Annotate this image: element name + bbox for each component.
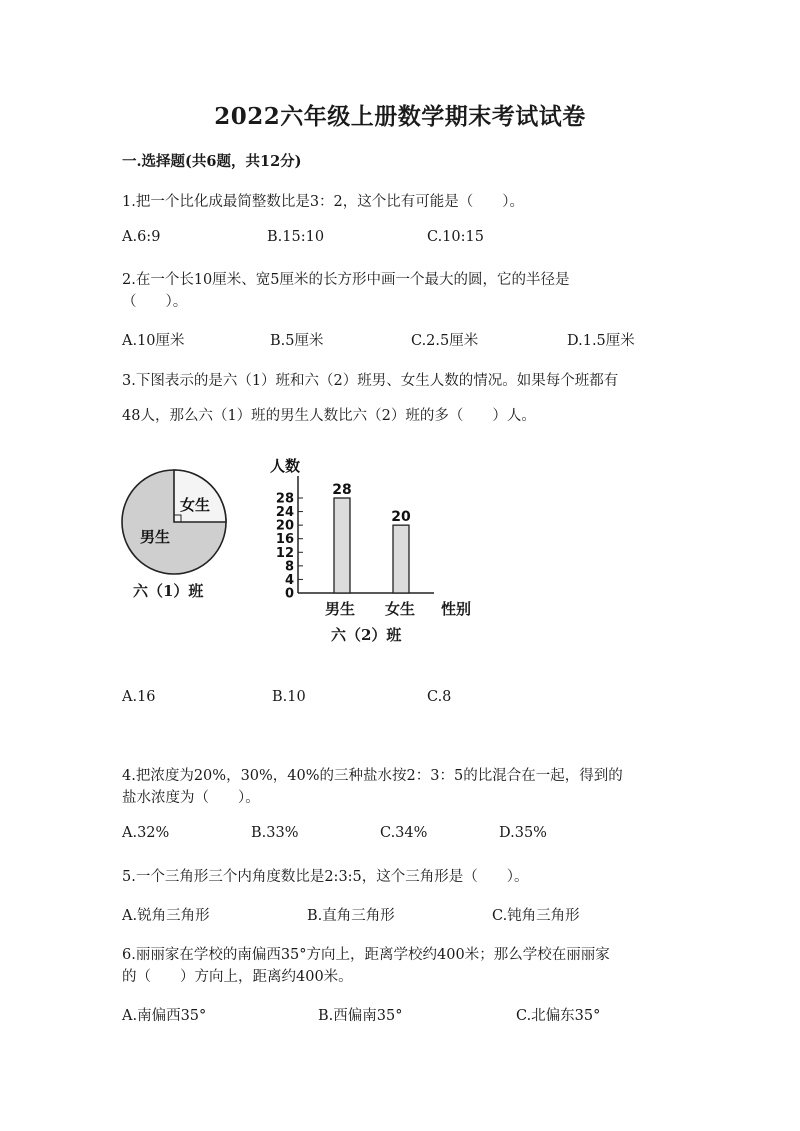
- question-6-option-c: C.北偏东35°: [516, 1008, 601, 1024]
- question-6-text-line-2: 的（ ）方向上，距离约400米。: [122, 969, 353, 985]
- y-tick-label: 24: [275, 505, 294, 521]
- bar-x-label-girls: 女生: [385, 600, 416, 618]
- question-1-option-b: B.15:10: [267, 229, 325, 245]
- question-3-option-b: B.10: [272, 689, 306, 705]
- bar-x-label-boys: 男生: [325, 600, 356, 618]
- y-tick-label: 16: [275, 532, 294, 548]
- y-tick-label: 28: [275, 491, 294, 507]
- question-5-option-c: C.钝角三角形: [492, 908, 580, 924]
- y-tick-label: 4: [284, 572, 294, 588]
- question-1-option-c: C.10:15: [427, 229, 484, 245]
- question-6-text-line-1: 6.丽丽家在学校的南偏西35°方向上，距离学校约400米；那么学校在丽丽家: [122, 947, 610, 963]
- pie-caption: 六（1）班: [133, 582, 204, 600]
- pie-label-boys: 男生: [140, 528, 171, 546]
- section-heading: 一.选择题(共6题，共12分): [122, 153, 302, 170]
- question-2-option-b: B.5厘米: [270, 333, 324, 349]
- question-4-option-d: D.35%: [499, 825, 547, 841]
- pie-label-girls: 女生: [180, 496, 211, 514]
- bar-chart-caption: 六（2）班: [331, 626, 402, 644]
- question-5-option-a: A.锐角三角形: [122, 908, 210, 924]
- question-1-option-a: A.6:9: [122, 229, 161, 245]
- question-5-text: 5.一个三角形三个内角度数比是2:3:5，这个三角形是（ ）。: [122, 869, 529, 885]
- bar-boys: [334, 498, 350, 593]
- question-2-text-line-2: （ ）。: [122, 294, 188, 310]
- question-4-text-line-1: 4.把浓度为20%，30%，40%的三种盐水按2：3：5的比混合在一起，得到的: [122, 768, 623, 784]
- question-3-option-c: C.8: [427, 689, 452, 705]
- question-2-text-line-1: 2.在一个长10厘米、宽5厘米的长方形中画一个最大的圆，它的半径是: [122, 272, 570, 288]
- class-2-bar-chart: [262, 452, 492, 602]
- question-2-option-c: C.2.5厘米: [411, 333, 479, 349]
- class-1-pie-chart: [118, 466, 230, 578]
- question-6-option-b: B.西偏南35°: [318, 1008, 403, 1024]
- question-4-option-a: A.32%: [122, 825, 170, 841]
- question-4-option-b: B.33%: [251, 825, 299, 841]
- y-tick-label: 0: [284, 586, 294, 602]
- question-1-text: 1.把一个比化成最简整数比是3：2，这个比有可能是（ ）。: [122, 194, 525, 210]
- y-axis-label: 人数: [270, 457, 301, 475]
- y-tick-label: 12: [275, 545, 294, 561]
- question-3-text-line-2: 48人，那么六（1）班的男生人数比六（2）班的多（ ）人。: [122, 408, 536, 424]
- page-title: 2022六年级上册数学期末考试试卷: [214, 103, 586, 130]
- question-5-option-b: B.直角三角形: [307, 908, 395, 924]
- y-tick-label: 8: [284, 559, 294, 575]
- question-2-option-d: D.1.5厘米: [567, 333, 635, 349]
- bar-data-label: 28: [332, 482, 352, 498]
- question-2-option-a: A.10厘米: [122, 333, 185, 349]
- question-4-option-c: C.34%: [380, 825, 428, 841]
- question-3-text-line-1: 3.下图表示的是六（1）班和六（2）班男、女生人数的情况。如果每个班都有: [122, 373, 619, 389]
- question-3-option-a: A.16: [122, 689, 156, 705]
- bar-data-label: 20: [391, 509, 411, 526]
- question-4-text-line-2: 盐水浓度为（ ）。: [122, 790, 260, 806]
- y-tick-label: 20: [275, 518, 294, 534]
- bar-girls: [393, 525, 409, 593]
- x-axis-label: 性别: [441, 600, 472, 618]
- question-6-option-a: A.南偏西35°: [122, 1008, 207, 1024]
